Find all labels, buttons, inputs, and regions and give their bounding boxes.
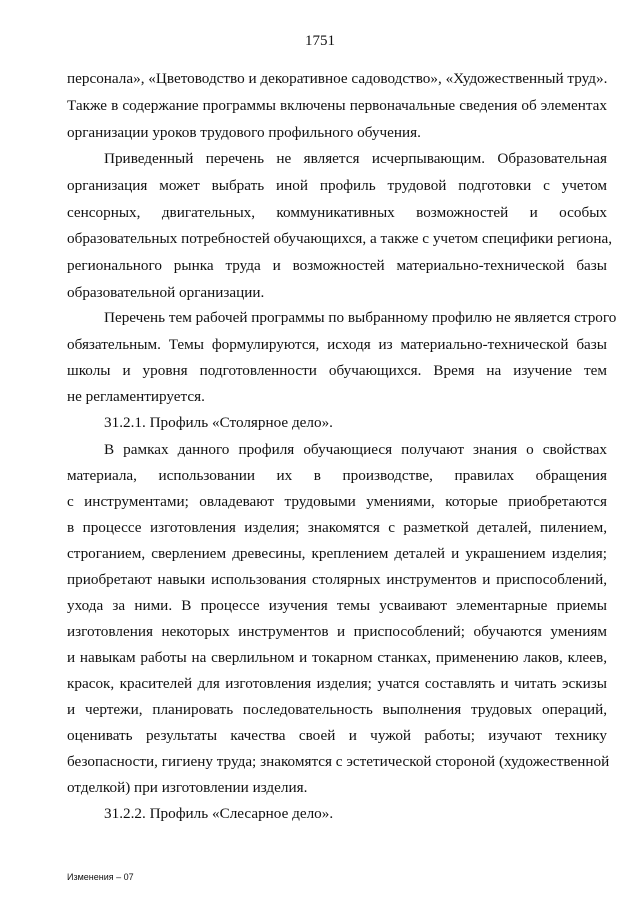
text-line: обязательным. Темы формулируются, исходя из материально-технической базы	[67, 336, 607, 353]
text-line: Перечень тем рабочей программы по выбранному профилю не является строго	[104, 309, 617, 326]
text-line: и навыкам работы на сверлильном и токарном станках, применению лаков, клеев,	[67, 649, 607, 666]
text-line: изготовления некоторых инструментов и приспособлений; обучаются умениям	[67, 623, 607, 640]
text-line: школы и уровня подготовленности обучающихся. Время на изучение тем	[67, 362, 607, 379]
text-line: материала, использовании их в производстве, правилах обращения	[67, 467, 607, 484]
section-heading: 31.2.2. Профиль «Слесарное дело».	[104, 805, 334, 822]
text-line: организации уроков трудового профильного обучения.	[67, 124, 421, 141]
text-line: приобретают навыки использования столярных инструментов и приспособлений,	[67, 571, 607, 588]
text-line: красок, красителей для изготовления изделия; учатся составлять и читать эскизы	[67, 675, 607, 692]
text-line: ухода за ними. В процессе изучения темы усваивают элементарные приемы	[67, 597, 607, 614]
text-line: В рамках данного профиля обучающиеся получают знания о свойствах	[104, 441, 607, 458]
text-line: Приведенный перечень не является исчерпывающим. Образовательная	[104, 150, 607, 167]
text-line: сенсорных, двигательных, коммуникативных возможностей и особых	[67, 204, 607, 221]
text-line: образовательной организации.	[67, 284, 265, 301]
text-line: персонала», «Цветоводство и декоративное садоводство», «Художественный труд».	[67, 70, 608, 87]
text-line: регионального рынка труда и возможностей материально-технической базы	[67, 257, 607, 274]
text-line: отделкой) при изготовлении изделия.	[67, 779, 308, 796]
text-line: с инструментами; овладевают трудовыми умениями, которые приобретаются	[67, 493, 607, 510]
footer-note: Изменения – 07	[67, 872, 134, 882]
text-line: организация может выбрать иной профиль трудовой подготовки с учетом	[67, 177, 607, 194]
page-number: 1751	[305, 33, 335, 49]
text-line: в процессе изготовления изделия; знакомятся с разметкой деталей, пилением,	[67, 519, 607, 536]
text-line: не регламентируется.	[67, 388, 205, 405]
text-line: оценивать результаты качества своей и чужой работы; изучают технику	[67, 727, 607, 744]
text-line: Также в содержание программы включены первоначальные сведения об элементах	[67, 97, 607, 114]
text-line: строганием, сверлением древесины, креплением деталей и украшением изделия;	[67, 545, 607, 562]
section-heading: 31.2.1. Профиль «Столярное дело».	[104, 414, 333, 431]
text-line: и чертежи, планировать последовательность выполнения трудовых операций,	[67, 701, 607, 718]
text-line: безопасности, гигиену труда; знакомятся с эстетической стороной (художественной	[67, 753, 610, 770]
text-line: образовательных потребностей обучающихся, а также с учетом специфики региона,	[67, 230, 613, 247]
